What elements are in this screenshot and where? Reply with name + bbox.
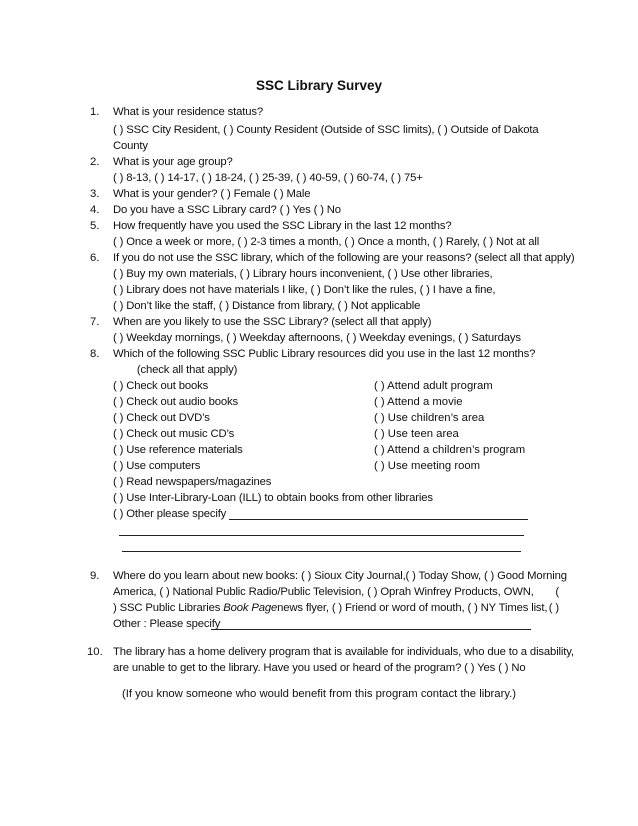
question-text: are unable to get to the library. Have you used or heard of the program? ( ) Yes ( ) No (113, 662, 526, 674)
question-options: ( ) 8-13, ( ) 14-17, ( ) 18-24, ( ) 25-39, ( ) 40-59, ( ) 60-74, ( ) 75+ (113, 172, 423, 184)
question-options-text: America, ( ) National Public Radio/Public Television, ( ) Oprah Winfrey Products, OWN, (113, 586, 534, 598)
question-options (113, 584, 559, 600)
contact-note: (If you know someone who would benefit from this program contact the library.) (121, 688, 517, 700)
resource-option: ( ) Use children’s area (374, 412, 485, 424)
other-specify-line[interactable] (122, 551, 521, 552)
question-number: 6. (90, 252, 100, 264)
question-text: What is your gender? ( ) Female ( ) Male (113, 188, 311, 200)
question-options: ( ) Buy my own materials, ( ) Library hours inconvenient, ( ) Use other libraries, (113, 268, 493, 280)
question-number: 7. (90, 316, 100, 328)
resource-option: ( ) Attend a children’s program (374, 444, 526, 456)
question-text: The library has a home delivery program that is available for individuals, who due to a disability, (113, 646, 574, 658)
resource-option: ( ) Attend a movie (374, 396, 463, 408)
question-text: Do you have a SSC Library card? ( ) Yes ( ) No (113, 204, 341, 216)
question-text: What is your age group? (113, 156, 233, 168)
question-options-text: ( ) (548, 602, 559, 614)
other-specify-line[interactable] (119, 535, 524, 536)
question-options (113, 600, 559, 616)
question-options: ( ) Once a week or more, ( ) 2-3 times a month, ( ) Once a month, ( ) Rarely, ( ) Not at all (113, 236, 540, 248)
question-number: 8. (90, 348, 100, 360)
resource-option: ( ) Check out DVD’s (113, 412, 210, 424)
question-number: 9. (90, 570, 100, 582)
other-specify-line[interactable] (211, 629, 531, 630)
question-text: Where do you learn about new books: ( ) Sioux City Journal,( ) Today Show, ( ) Good Morning (113, 570, 567, 582)
option-text: ) SSC Public Libraries (113, 602, 224, 614)
question-options: ( ) Library does not have materials I like, ( ) Don’t like the rules, ( ) I have a fine, (113, 284, 496, 296)
question-text: If you do not use the SSC library, which of the following are your reasons? (select all that apply) (113, 252, 575, 264)
resource-option: ( ) Use Inter-Library-Loan (ILL) to obtain books from other libraries (113, 492, 433, 504)
question-options: County (113, 140, 148, 152)
question-options: ( ) Don’t like the staff, ( ) Distance from library, ( ) Not applicable (113, 300, 421, 312)
question-options-text (113, 600, 547, 616)
book-page-title: Book Page (223, 602, 278, 614)
page-title: SSC Library Survey (255, 78, 383, 93)
question-number: 1. (90, 106, 100, 118)
resource-option: ( ) Attend adult program (374, 380, 493, 392)
option-text: news flyer, ( ) Friend or word of mouth, ( ) NY Times list, (277, 602, 548, 614)
question-options: ( ) SSC City Resident, ( ) County Resident (Outside of SSC limits), ( ) Outside of Dakota (113, 124, 539, 136)
question-text: What is your residence status? (113, 106, 263, 118)
question-options: Other : Please specify (113, 618, 221, 630)
resource-option: ( ) Use meeting room (374, 460, 481, 472)
question-text: How frequently have you used the SSC Library in the last 12 months? (113, 220, 452, 232)
resource-option: ( ) Use teen area (374, 428, 459, 440)
resource-option: ( ) Check out audio books (113, 396, 238, 408)
question-options-text: ( (555, 586, 559, 598)
resource-option: ( ) Check out books (113, 380, 209, 392)
question-text: Which of the following SSC Public Library resources did you use in the last 12 months? (113, 348, 536, 360)
question-number: 5. (90, 220, 100, 232)
resource-option-other: ( ) Other please specify (113, 508, 227, 520)
question-options: ( ) Weekday mornings, ( ) Weekday afternoons, ( ) Weekday evenings, ( ) Saturdays (113, 332, 521, 344)
resource-option: ( ) Use reference materials (113, 444, 243, 456)
question-text: When are you likely to use the SSC Library? (select all that apply) (113, 316, 432, 328)
question-number: 4. (90, 204, 100, 216)
question-note: (check all that apply) (113, 364, 238, 376)
question-number: 10. (87, 646, 103, 658)
resource-option: ( ) Use computers (113, 460, 201, 472)
other-specify-line[interactable] (229, 519, 528, 520)
resource-option: ( ) Check out music CD’s (113, 428, 235, 440)
question-number: 3. (90, 188, 100, 200)
resource-option: ( ) Read newspapers/magazines (113, 476, 272, 488)
question-number: 2. (90, 156, 100, 168)
